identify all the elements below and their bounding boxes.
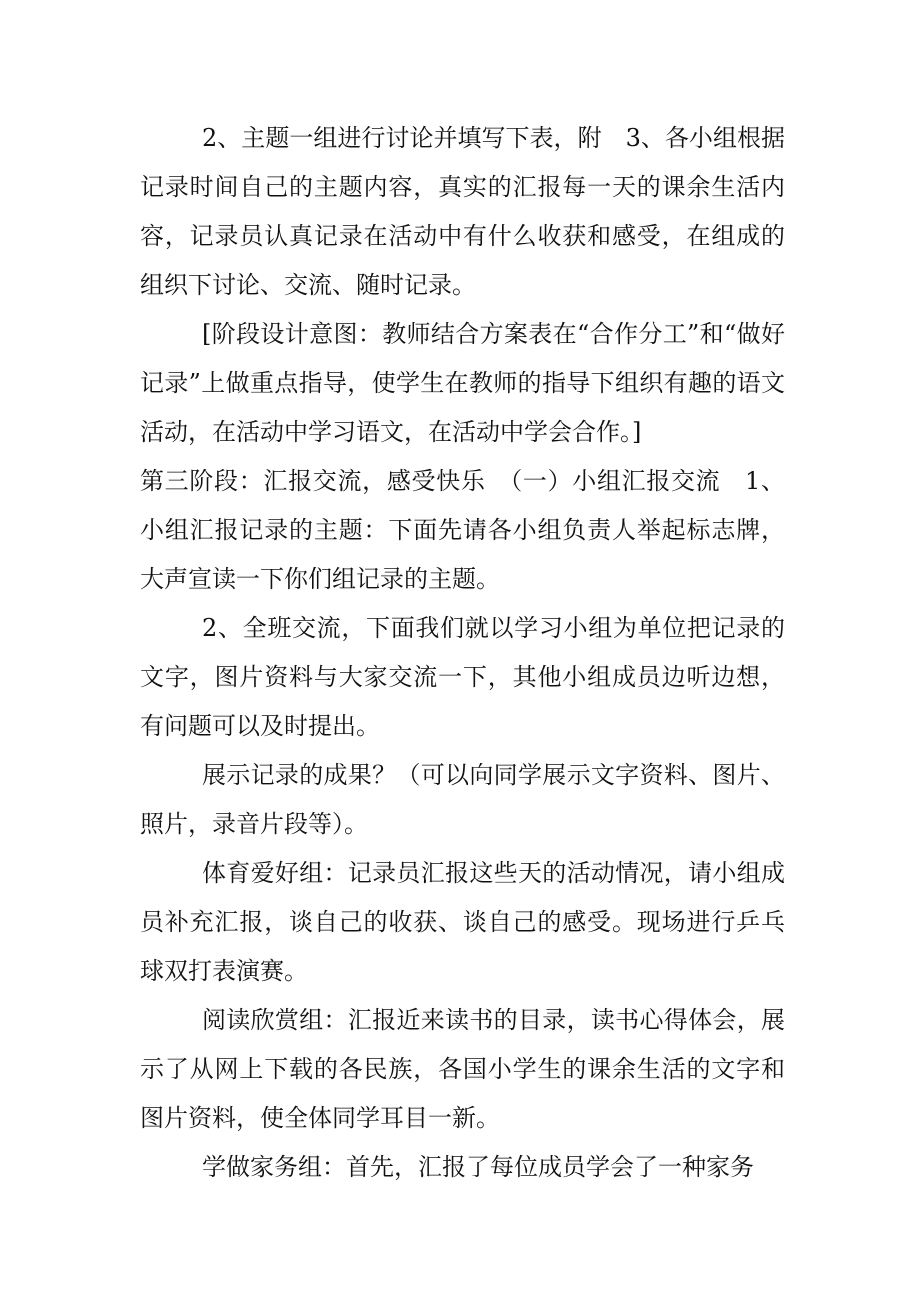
paragraph-class-exchange: 2、全班交流，下面我们就以学习小组为单位把记录的文字，图片资料与大家交流一下，其他小组成员边听边想，有问题可以及时提出。 (140, 614, 785, 740)
paragraph-stage-three: 第三阶段：汇报交流，感受快乐 （一）小组汇报交流 1、小组汇报记录的主题：下面先请各小组负责人举起标志牌，大声宣读一下你们组记录的主题。 (140, 467, 785, 593)
paragraph-show-results: 展示记录的成果？（可以向同学展示文字资料、图片、照片，录音片段等）。 (140, 761, 785, 838)
document-body (140, 114, 785, 1192)
paragraph-housework-group: 学做家务组：首先，汇报了每位成员学会了一种家务 (202, 1153, 754, 1181)
paragraph-design-intent: [阶段设计意图：教师结合方案表在“合作分工”和“做好记录”上做重点指导，使学生在教师的指导下组织有趣的语文活动，在活动中学习语文，在活动中学会合作。] (140, 320, 785, 446)
paragraph-sports-group: 体育爱好组：记录员汇报这些天的活动情况，请小组成员补充汇报，谈自己的收获、谈自己的感受。现场进行乒乓球双打表演赛。 (140, 859, 785, 985)
paragraph-reading-group: 阅读欣赏组：汇报近来读书的目录，读书心得体会，展示了从网上下载的各民族，各国小学生的课余生活的文字和图片资料，使全体同学耳目一新。 (140, 1006, 785, 1132)
paragraph-group-discussion: 2、主题一组进行讨论并填写下表，附 3、各小组根据记录时间自己的主题内容，真实的汇报每一天的课余生活内容，记录员认真记录在活动中有什么收获和感受，在组成的组织下讨论、交流、随时记录。 (140, 124, 785, 299)
